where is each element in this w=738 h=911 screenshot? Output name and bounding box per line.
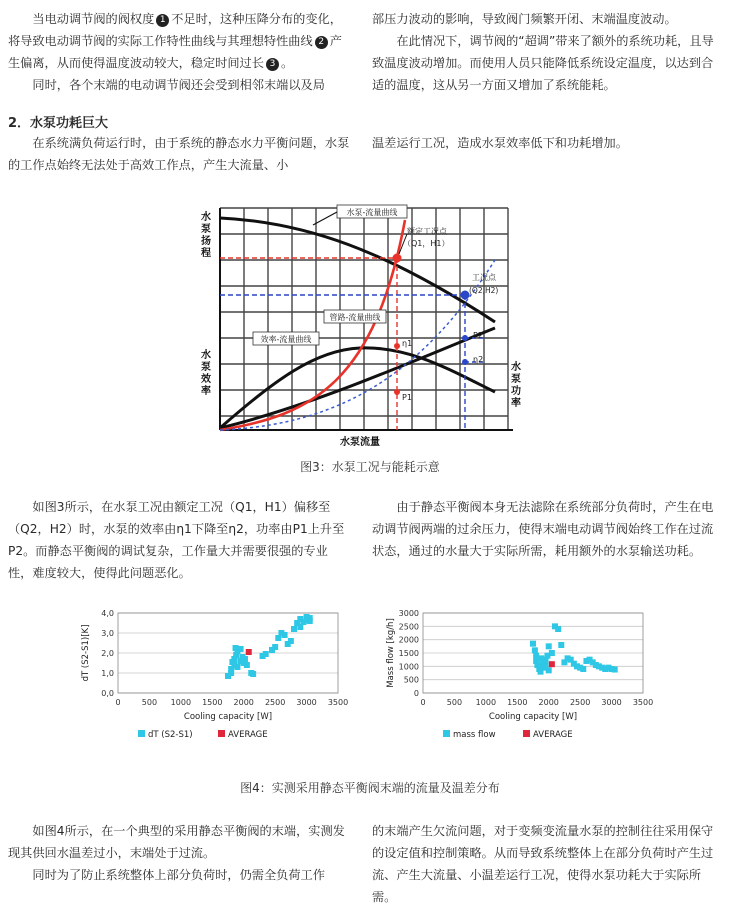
section4-left-column <box>8 820 350 886</box>
data-point <box>233 645 239 651</box>
data-point <box>612 667 618 673</box>
y-label-char: 泵 <box>201 224 211 235</box>
y-tick-label: 1000 <box>398 662 419 672</box>
legend-label-series: mass flow <box>453 730 496 740</box>
y-tick-label: 2,0 <box>101 649 114 658</box>
y-tick-label: 2000 <box>398 635 419 645</box>
x-tick-label: 1500 <box>507 698 528 707</box>
data-point <box>263 651 269 657</box>
y-label-head-text <box>201 210 211 259</box>
data-point <box>282 632 288 638</box>
eta1-label: η1 <box>402 339 413 348</box>
y-tick-label: 1500 <box>398 649 419 658</box>
section1-left-column <box>8 8 348 96</box>
y-tick-label: 2500 <box>398 622 419 632</box>
legend-swatch-average <box>218 730 225 737</box>
x-tick-label: 1500 <box>202 698 223 707</box>
section4-right-column <box>372 820 724 908</box>
data-point <box>532 647 538 653</box>
y-label-char: 功 <box>511 386 521 397</box>
x-tick-label: 2500 <box>264 698 286 707</box>
text-run: 不足时，这种压降分布的变化，将导致电动调节阀的实际工作特性曲线与其理想特性曲线 <box>8 12 342 48</box>
x-tick-label: 1000 <box>170 698 192 707</box>
data-point <box>244 662 250 668</box>
average-point <box>246 649 252 655</box>
section-heading: 2．水泵功耗巨大 <box>8 116 109 131</box>
legend-label-average: AVERAGE <box>228 730 268 740</box>
data-point <box>549 650 555 656</box>
y-label-head <box>201 210 211 259</box>
legend-swatch-average <box>523 730 530 737</box>
legend-swatch-series <box>443 730 450 737</box>
data-point <box>291 626 297 632</box>
paragraph: 在系统满负荷运行时，由于系统的静态水力平衡问题，水泵的工作点始终无法处于高效工作点，产生大流量、小 <box>8 136 350 172</box>
eta2-label: η2 <box>473 355 484 364</box>
data-point <box>229 659 235 665</box>
paragraph: 由于静态平衡阀本身无法滤除在系统部分负荷时，产生在电动调节阀两端的过余压力，使得末端电动调节阀始终工作在过流状态，通过的水量大于实际所需，耗用额外的水泵输送功耗。 <box>372 500 714 558</box>
y-label-char: 率 <box>511 398 521 409</box>
data-point <box>250 671 256 677</box>
paragraph: 在此情况下，调节阀的“超调”带来了额外的系统功耗，且导致温度波动增加。而使用人员只能降低系统设定温度，以达到合适的温度，这从另一方面又增加了系统能耗。 <box>372 34 714 92</box>
y-label-eff <box>201 348 211 397</box>
data-point <box>543 662 549 668</box>
eff-curve-label: 效率-流量曲线 <box>260 335 312 344</box>
legend-label-series: dT (S2-S1) <box>148 730 193 740</box>
number-bullet-3: 3 <box>266 58 279 71</box>
text-run: 产生偏离，从而使得温度波动较大，稳定时间过长 <box>8 34 342 70</box>
paragraph: 如图3所示，在水泵工况由额定工况（Q1，H1）偏移至（Q2，H2）时，水泵的效率由η1下降至η2，功率由P1上升至P2。而静态平衡阀的调试复杂，工作量大并需要很强的专业性，难度较大，使得此问题恶化。 <box>8 500 345 580</box>
legend-swatch-series <box>138 730 145 737</box>
rated-point-label: 额定工况点 <box>407 227 447 236</box>
average-point <box>549 661 555 667</box>
figure4-chart-dt <box>60 605 360 765</box>
y-tick-label: 1,0 <box>101 669 114 678</box>
pump-curve-label: 水泵-流量曲线 <box>346 208 398 217</box>
paragraph: 同时，各个末端的电动调节阀还会受到相邻末端以及局 <box>32 78 325 92</box>
y-tick-label: 4,0 <box>101 609 114 618</box>
x-tick-label: 3000 <box>601 698 622 707</box>
y-tick-label: 3000 <box>398 609 419 618</box>
x-tick-label: 500 <box>446 698 463 707</box>
data-point <box>580 666 586 672</box>
x-tick-label: 3500 <box>632 698 654 707</box>
data-point <box>546 643 552 649</box>
x-label: 水泵流量 <box>340 437 380 448</box>
section2-right-column <box>372 132 724 154</box>
y-label-power-text <box>511 360 521 409</box>
x-axis-title: Cooling capacity [W] <box>488 712 578 722</box>
eta2-marker <box>462 359 468 365</box>
y-label-char: 水 <box>511 362 521 373</box>
p2-marker <box>462 335 468 341</box>
x-tick-label: 0 <box>420 698 426 707</box>
p1-label: P1 <box>402 393 412 402</box>
work-point-label: 工况点 <box>472 273 496 282</box>
number-bullet-1: 1 <box>156 14 169 27</box>
y-label-char: 效 <box>201 374 211 385</box>
rated-point-coords: （Q1，H1） <box>403 239 450 248</box>
figure3-pump-diagram <box>195 200 525 452</box>
p1-marker <box>394 389 400 395</box>
paragraph: 的末端产生欠流问题，对于变频变流量水泵的控制往往采用保守的设定值和控制策略。从而导致系统整体上在部分负荷时产生过流、产生大流量、小温差运行工况，使得水泵功耗大于实际所需。 <box>372 824 714 904</box>
text-run: 当电动调节阀的阀权度 <box>32 12 155 26</box>
figure4-chart-massflow <box>365 605 665 765</box>
y-label-char: 水 <box>201 350 211 361</box>
paragraph: 温差运行工况，造成水泵效率低下和功耗增加。 <box>372 136 628 150</box>
y-label-char: 泵 <box>201 362 211 373</box>
data-point <box>288 638 294 644</box>
data-point <box>555 626 561 632</box>
y-axis-title: Mass flow [kg/h] <box>386 618 396 688</box>
x-tick-label: 2000 <box>233 698 254 707</box>
figure3-caption: 图3：水泵工况与能耗示意 <box>300 460 440 474</box>
rated-point-marker <box>393 254 402 263</box>
legend-label-average: AVERAGE <box>533 730 573 740</box>
y-label-char: 水 <box>201 212 211 223</box>
y-tick-label: 0 <box>413 689 419 698</box>
y-label-char: 程 <box>201 248 211 259</box>
paragraph: 同时为了防止系统整体上部分负荷时，仍需全负荷工作 <box>32 868 325 882</box>
data-point <box>272 644 278 650</box>
text-run: 。 <box>280 56 294 70</box>
eta1-marker <box>394 343 400 349</box>
data-point <box>304 617 310 623</box>
paragraph: 如图4所示，在一个典型的采用静态平衡阀的末端，实测发现其供回水温差过小，末端处于过流。 <box>8 824 345 860</box>
data-point <box>530 641 536 647</box>
pipe-curve-label: 管路-流量曲线 <box>329 313 381 322</box>
number-bullet-2: 2 <box>315 36 328 49</box>
y-label-char: 率 <box>201 386 211 397</box>
x-tick-label: 2000 <box>538 698 559 707</box>
p2-label: P2 <box>473 331 483 340</box>
work-point-coords: (Q2,H2) <box>469 286 499 295</box>
section3-left-column <box>8 496 350 584</box>
y-label-power <box>511 360 521 409</box>
x-tick-label: 3500 <box>327 698 349 707</box>
y-label-eff-text <box>201 348 211 397</box>
section1-right-column <box>372 8 724 96</box>
y-tick-label: 500 <box>403 675 419 685</box>
x-tick-label: 3000 <box>296 698 317 707</box>
y-label-char: 扬 <box>201 236 211 247</box>
y-tick-label: 0,0 <box>101 689 114 698</box>
paragraph: 部压力波动的影响，导致阀门频繁开闭、末端温度波动。 <box>372 12 677 26</box>
x-axis-title: Cooling capacity [W] <box>183 712 273 722</box>
paragraph <box>8 8 348 74</box>
x-tick-label: 2500 <box>569 698 591 707</box>
data-point <box>546 667 552 673</box>
data-point <box>242 656 248 662</box>
section3-right-column <box>372 496 724 562</box>
figure4-caption: 图4：实测采用静态平衡阀末端的流量及温差分布 <box>240 781 500 795</box>
y-label-char: 泵 <box>511 374 521 385</box>
data-point <box>558 642 564 648</box>
section2-left-column <box>8 132 354 176</box>
x-tick-label: 500 <box>141 698 158 707</box>
x-tick-label: 1000 <box>475 698 497 707</box>
x-tick-label: 0 <box>115 698 121 707</box>
y-axis-title: dT (S2-S1)[K] <box>81 624 91 682</box>
y-tick-label: 3,0 <box>101 629 114 638</box>
